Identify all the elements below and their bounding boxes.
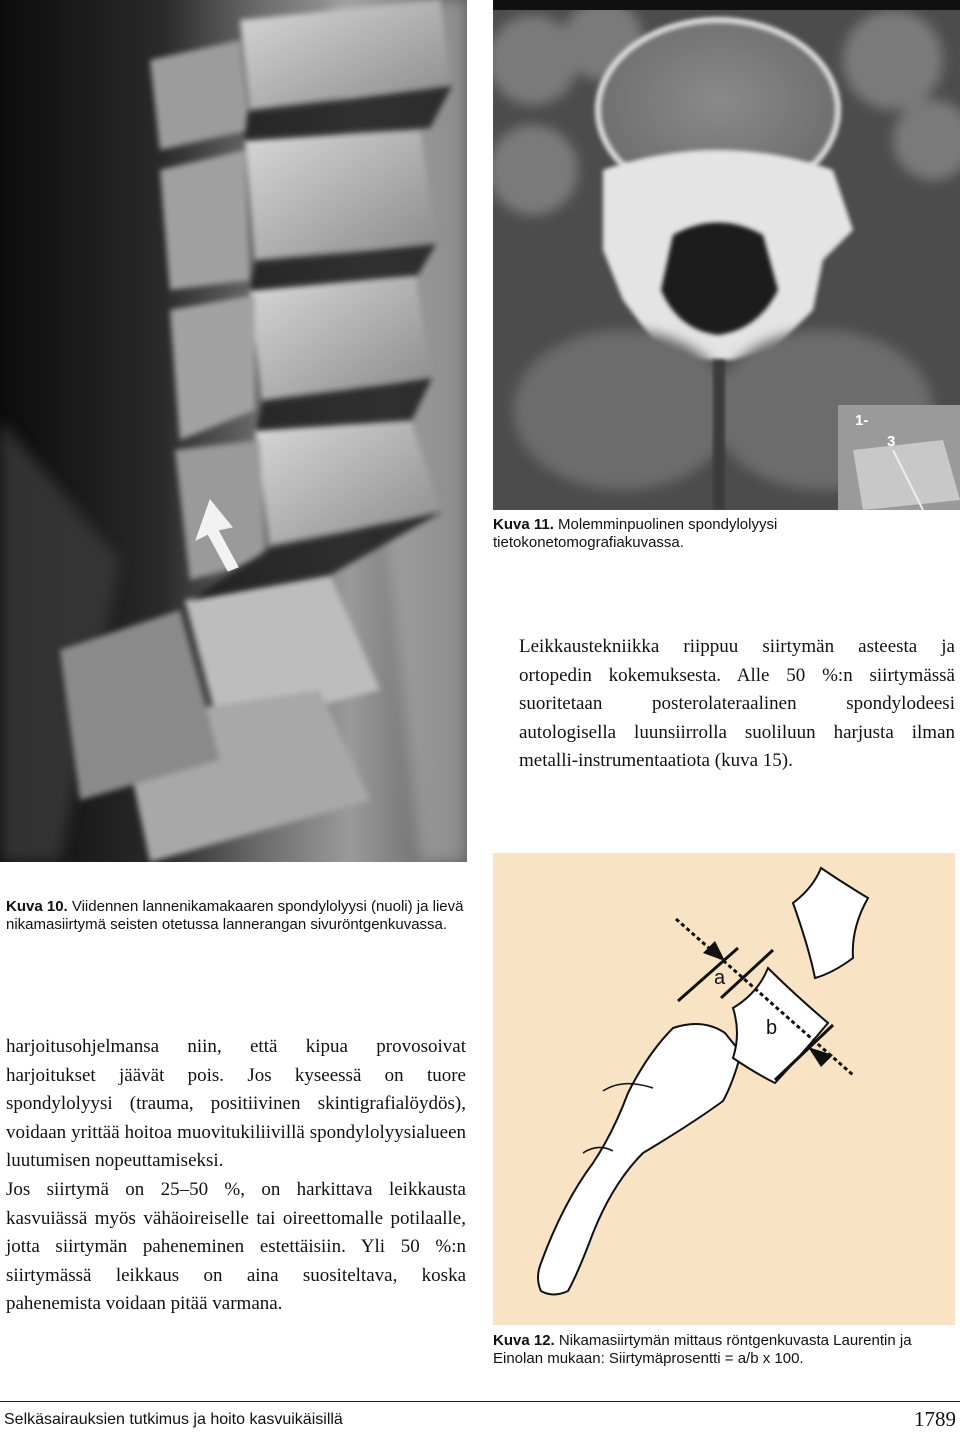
sacrum-shape <box>538 1024 741 1295</box>
figure-10-label: Kuva 10. <box>6 898 68 915</box>
l5-vertebra <box>733 968 828 1083</box>
figure-10-caption <box>6 898 464 934</box>
figure-11-caption-text: Molemminpuolinen spondylolyysi tietokonetomografiakuvassa. <box>493 516 778 551</box>
footer-title: Selkäsairauksien tutkimus ja hoito kasvuikäisillä <box>4 1411 343 1428</box>
figure-12-caption <box>493 1332 955 1368</box>
figure-12-caption-text: Nikamasiirtymän mittaus röntgenkuvasta Laurentin ja Einolan mukaan: Siirtymäprosentti = a/b x 100. <box>493 1332 912 1367</box>
measure-label-a: a <box>714 967 726 989</box>
measure-label-b: b <box>766 1017 778 1039</box>
left-paragraph-1: harjoitusohjelmansa niin, että kipua provosoivat harjoitukset jäävät pois. Jos kyseessä on tuore spondylolyysi (trauma, positiivinen skintigrafialöydös), voidaan yrittää hoitoa muovitukiliivillä spondylolyysialueen luutumisen nopeuttamiseksi. <box>6 1036 466 1172</box>
left-body-text <box>6 1033 466 1319</box>
figure-11-caption <box>493 516 953 552</box>
right-paragraph: Leikkaustekniikka riippuu siirtymän asteesta ja ortopedin kokemuksesta. Alle 50 %:n siirtymässä suoritetaan posterolateraalinen spondylodeesi autologisella luunsiirrolla suoliluun harjusta ilman metalli-instrumentaatiota (kuva 15). <box>519 636 955 772</box>
page-number: 1789 <box>914 1407 956 1431</box>
ct-axial-spine-image <box>493 0 960 510</box>
left-paragraph-2: Jos siirtymä on 25–50 %, on harkittava leikkausta kasvuiässä myös vähäoireiselle tai oireettomalle potilaalle, jotta siirtymän paheneminen estettäisiin. Yli 50 %:n siirtymässä leikkaus on aina suositeltava, koska pahenemista voidaan pitää varmana. <box>6 1178 466 1315</box>
ct-inset-label-3: 3 <box>887 433 896 450</box>
footer-rule <box>0 1401 960 1402</box>
xray-lateral-spine-image <box>0 0 467 862</box>
vertebral-slip-diagram <box>493 853 955 1325</box>
figure-11-label: Kuva 11. <box>493 516 554 533</box>
ct-inset-label-1: 1- <box>855 412 869 429</box>
figure-10-caption-text: Viidennen lannenikamakaaren spondylolyysi (nuoli) ja lievä nikamasiirtymä seisten otetussa lannerangan sivuröntgenkuvassa. <box>6 898 464 933</box>
figure-12-label: Kuva 12. <box>493 1332 555 1349</box>
l4-vertebra <box>793 868 868 978</box>
